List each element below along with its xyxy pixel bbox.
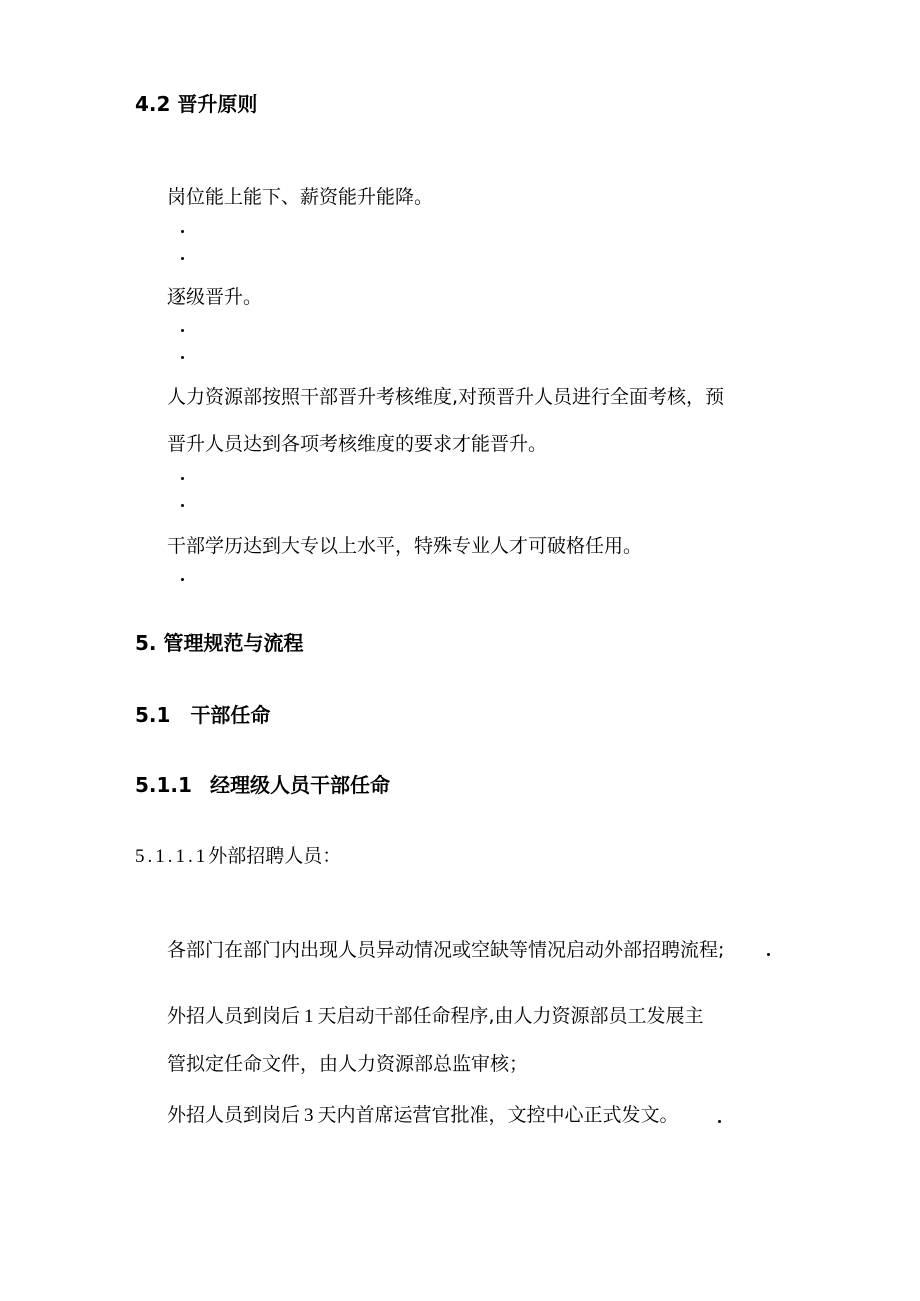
section-number: 5.1.1 xyxy=(135,773,192,797)
list-marker xyxy=(718,1120,721,1123)
list-marker xyxy=(767,953,770,956)
number-fragment: 3 xyxy=(304,1105,314,1126)
section-title: 干部任命 xyxy=(190,703,271,727)
list-marker xyxy=(181,356,184,359)
list-marker xyxy=(181,578,184,581)
text-fragment: 外招人员到岗后 xyxy=(167,1005,301,1027)
section-heading-5: 5. 管理规范与流程 xyxy=(135,631,304,655)
recruitment-step-2-line-2: 管拟定任命文件，由人力资源部总监审核； xyxy=(167,1053,529,1075)
section-number: 5.1.1.1 xyxy=(135,846,209,867)
list-marker xyxy=(181,329,184,332)
promotion-principle-2: 逐级晋升。 xyxy=(167,286,263,308)
recruitment-step-1: 各部门在部门内出现人员异动情况或空缺等情况启动外部招聘流程; xyxy=(167,939,725,961)
text-fragment: 外招人员到岗后 xyxy=(167,1104,301,1126)
recruitment-step-3 xyxy=(167,1106,679,1125)
section-heading-5-1 xyxy=(135,705,270,725)
list-marker xyxy=(181,257,184,260)
text-fragment: 天内首席运营官批准，文控中心正式发文。 xyxy=(317,1104,679,1126)
list-marker xyxy=(181,477,184,480)
section-heading-4-2: 4.2 晋升原则 xyxy=(135,92,258,116)
promotion-principle-3-line-2: 晋升人员达到各项考核维度的要求才能晋升。 xyxy=(167,433,548,455)
recruitment-step-2-line-1 xyxy=(167,1007,704,1026)
promotion-principle-4: 干部学历达到大专以上水平，特殊专业人才可破格任用。 xyxy=(167,535,643,557)
section-heading-5-1-1-1 xyxy=(135,847,341,866)
promotion-principle-3-line-1: 人力资源部按照干部晋升考核维度,对预晋升人员进行全面考核，预 xyxy=(167,386,725,408)
section-heading-5-1-1 xyxy=(135,775,390,795)
number-fragment: 1 xyxy=(304,1006,314,1027)
list-marker xyxy=(181,230,184,233)
promotion-principle-1: 岗位能上能下、薪资能升能降。 xyxy=(167,186,434,208)
list-marker xyxy=(181,504,184,507)
section-number: 5.1 xyxy=(135,703,171,727)
section-title: 经理级人员干部任命 xyxy=(209,773,390,797)
text-fragment: 天启动干部任命程序,由人力资源部员工发展主 xyxy=(317,1005,704,1027)
section-title: 外部招聘人员： xyxy=(208,845,342,867)
